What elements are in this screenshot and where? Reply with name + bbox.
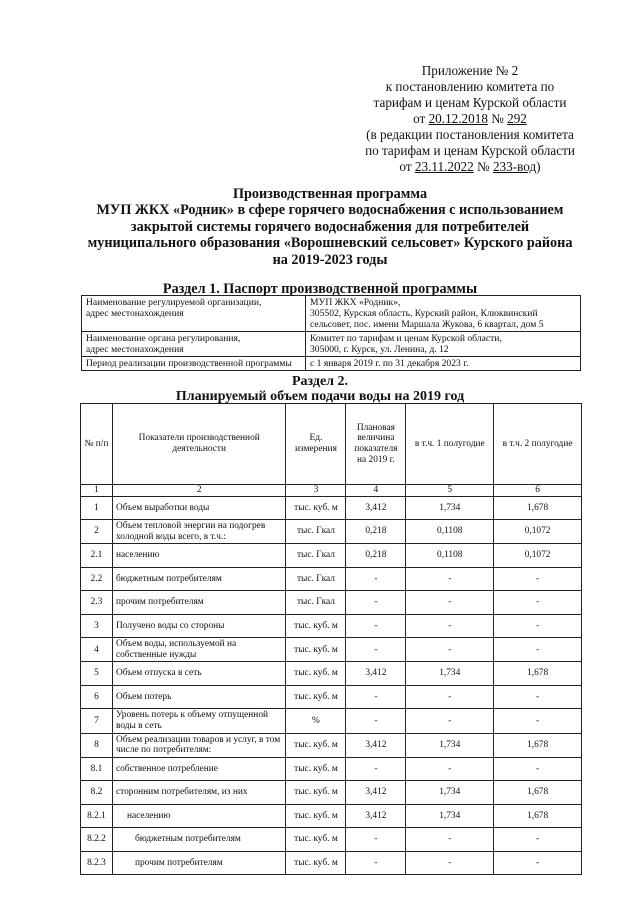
row-unit: тыс. куб. м bbox=[286, 733, 346, 757]
row-half1: 0,1108 bbox=[406, 520, 494, 544]
row-unit: тыс. куб. м bbox=[286, 614, 346, 638]
row-number: 2.3 bbox=[81, 591, 113, 615]
appendix-close: ) bbox=[536, 159, 541, 174]
row-half2: - bbox=[494, 638, 582, 662]
table-row bbox=[81, 781, 582, 805]
row-half2: 0,1072 bbox=[494, 520, 582, 544]
table-row bbox=[81, 804, 582, 828]
row-plan: - bbox=[346, 851, 406, 875]
title-line: Производственная программа bbox=[232, 186, 428, 202]
table-row bbox=[81, 709, 582, 733]
column-number: 6 bbox=[494, 485, 582, 497]
row-number: 3 bbox=[81, 614, 113, 638]
row-name: прочим потребителям bbox=[112, 851, 286, 875]
row-number: 1 bbox=[81, 496, 113, 520]
row-plan: 3,412 bbox=[346, 733, 406, 757]
row-half1: - bbox=[406, 685, 494, 709]
column-number: 1 bbox=[81, 485, 113, 497]
row-half2: - bbox=[494, 567, 582, 591]
row-unit: тыс. куб. м bbox=[286, 851, 346, 875]
row-number: 8.2.1 bbox=[81, 804, 113, 828]
row-half2: - bbox=[494, 757, 582, 781]
row-number: 2.1 bbox=[81, 544, 113, 568]
table-row bbox=[81, 685, 582, 709]
section1-heading: Раздел 1. Паспорт производственной программы bbox=[162, 281, 478, 297]
row-number: 5 bbox=[81, 662, 113, 686]
row-unit: тыс. куб. м bbox=[286, 685, 346, 709]
row-plan: 3,412 bbox=[346, 781, 406, 805]
passport-key: Период реализации производственной программы bbox=[82, 357, 306, 371]
title-line: на 2019-2023 годы bbox=[272, 251, 388, 268]
title-line: МУП ЖКХ «Родник» в сфере горячего водоснабжения с использованием bbox=[96, 202, 564, 219]
row-unit: тыс. куб. м bbox=[286, 757, 346, 781]
row-half2: - bbox=[494, 851, 582, 875]
table-row bbox=[82, 296, 581, 332]
row-plan: - bbox=[346, 614, 406, 638]
row-plan: - bbox=[346, 709, 406, 733]
table-row bbox=[82, 357, 581, 371]
water-volume-table bbox=[80, 403, 582, 875]
passport-value: с 1 января 2019 г. по 31 декабря 2023 г. bbox=[306, 357, 581, 371]
table-row bbox=[81, 614, 582, 638]
row-name: бюджетным потребителям bbox=[112, 828, 286, 852]
row-number: 2 bbox=[81, 520, 113, 544]
section2-heading-line1: Раздел 2. bbox=[291, 374, 349, 389]
row-number: 8.1 bbox=[81, 757, 113, 781]
row-number: 8.2.3 bbox=[81, 851, 113, 875]
document-title bbox=[70, 186, 590, 268]
column-number: 5 bbox=[406, 485, 494, 497]
row-number: 2.2 bbox=[81, 567, 113, 591]
row-half2: - bbox=[494, 709, 582, 733]
table-row bbox=[81, 591, 582, 615]
row-unit: тыс. Гкал bbox=[286, 591, 346, 615]
row-unit: тыс. куб. м bbox=[286, 662, 346, 686]
appendix-date-line bbox=[360, 159, 580, 175]
appendix-from: от bbox=[399, 159, 412, 174]
table-row bbox=[81, 662, 582, 686]
appendix-num-sign: № bbox=[477, 159, 490, 174]
appendix-number: 233-вод bbox=[492, 159, 537, 174]
row-half2: 1,678 bbox=[494, 804, 582, 828]
appendix-note bbox=[360, 63, 580, 175]
title-line: закрытой системы горячего водоснабжения для потребителей bbox=[130, 218, 530, 235]
header-num: № п/п bbox=[81, 404, 113, 485]
table-row bbox=[81, 733, 582, 757]
row-half2: 1,678 bbox=[494, 781, 582, 805]
row-name: Объем воды, используемой на собственные нужды bbox=[112, 638, 286, 662]
row-number: 7 bbox=[81, 709, 113, 733]
row-name: Объем потерь bbox=[112, 685, 286, 709]
row-plan: - bbox=[346, 567, 406, 591]
table-row bbox=[81, 520, 582, 544]
row-half1: 1,734 bbox=[406, 662, 494, 686]
appendix-num-sign: № bbox=[491, 111, 504, 126]
row-half1: - bbox=[406, 709, 494, 733]
table-row bbox=[81, 638, 582, 662]
row-plan: 0,218 bbox=[346, 544, 406, 568]
row-number: 8.2.2 bbox=[81, 828, 113, 852]
row-unit: тыс. Гкал bbox=[286, 567, 346, 591]
row-name: населению bbox=[112, 804, 286, 828]
header-half1: в т.ч. 1 полугодие bbox=[406, 404, 494, 485]
row-name: собственное потребление bbox=[112, 757, 286, 781]
row-half1: 1,734 bbox=[406, 496, 494, 520]
header-unit: Ед. измерения bbox=[286, 404, 346, 485]
header-name: Показатели производственной деятельности bbox=[112, 404, 286, 485]
appendix-line: (в редакции постановления комитета bbox=[366, 127, 574, 142]
row-unit: тыс. Гкал bbox=[286, 544, 346, 568]
row-half2: - bbox=[494, 614, 582, 638]
appendix-number: 292 bbox=[507, 111, 527, 126]
table-row bbox=[81, 851, 582, 875]
row-unit: тыс. куб. м bbox=[286, 781, 346, 805]
appendix-date: 23.11.2022 bbox=[414, 159, 474, 174]
row-half2: 1,678 bbox=[494, 733, 582, 757]
table-header-row bbox=[81, 404, 582, 485]
appendix-from: от bbox=[413, 111, 426, 126]
row-plan: 3,412 bbox=[346, 804, 406, 828]
row-half1: - bbox=[406, 567, 494, 591]
row-unit: тыс. куб. м bbox=[286, 828, 346, 852]
row-half1: 0,1108 bbox=[406, 544, 494, 568]
table-row bbox=[81, 828, 582, 852]
header-half2: в т.ч. 2 полугодие bbox=[494, 404, 582, 485]
row-half1: 1,734 bbox=[406, 781, 494, 805]
table-row bbox=[81, 757, 582, 781]
row-half1: 1,734 bbox=[406, 733, 494, 757]
row-half2: 1,678 bbox=[494, 496, 582, 520]
table-row bbox=[82, 332, 581, 357]
row-half1: 1,734 bbox=[406, 804, 494, 828]
row-half1: - bbox=[406, 614, 494, 638]
column-number: 3 bbox=[286, 485, 346, 497]
row-half1: - bbox=[406, 638, 494, 662]
row-unit: тыс. куб. м bbox=[286, 638, 346, 662]
row-plan: 0,218 bbox=[346, 520, 406, 544]
row-plan: - bbox=[346, 638, 406, 662]
appendix-date-line bbox=[360, 111, 580, 127]
row-half2: 0,1072 bbox=[494, 544, 582, 568]
row-plan: 3,412 bbox=[346, 662, 406, 686]
table-row bbox=[81, 567, 582, 591]
row-number: 8 bbox=[81, 733, 113, 757]
row-name: Объем реализации товаров и услуг, в том числе по потребителям: bbox=[112, 733, 286, 757]
row-name: Объем тепловой энергии на подогрев холодной воды всего, в т.ч.: bbox=[112, 520, 286, 544]
appendix-line: тарифам и ценам Курской области bbox=[373, 95, 567, 110]
row-plan: 3,412 bbox=[346, 496, 406, 520]
passport-table bbox=[81, 295, 581, 371]
row-half2: - bbox=[494, 685, 582, 709]
row-name: Объем выработки воды bbox=[112, 496, 286, 520]
row-half1: - bbox=[406, 828, 494, 852]
row-half1: - bbox=[406, 851, 494, 875]
row-unit: тыс. куб. м bbox=[286, 804, 346, 828]
title-line: муниципального образования «Ворошневский сельсовет» Курского района bbox=[87, 235, 573, 252]
row-plan: - bbox=[346, 591, 406, 615]
row-name: Уровень потерь к объему отпущенной воды в сеть bbox=[112, 709, 286, 733]
header-plan: Плановая величина показателя на 2019 г. bbox=[346, 404, 406, 485]
section2-heading-line2: Планируемый объем подачи воды на 2019 год bbox=[175, 389, 465, 404]
table-row bbox=[81, 544, 582, 568]
row-unit: % bbox=[286, 709, 346, 733]
column-number: 4 bbox=[346, 485, 406, 497]
row-plan: - bbox=[346, 828, 406, 852]
row-half1: - bbox=[406, 591, 494, 615]
row-unit: тыс. куб. м bbox=[286, 496, 346, 520]
column-numbers-row bbox=[81, 485, 582, 497]
row-unit: тыс. Гкал bbox=[286, 520, 346, 544]
row-plan: - bbox=[346, 757, 406, 781]
appendix-date: 20.12.2018 bbox=[428, 111, 488, 126]
appendix-line: Приложение № 2 bbox=[421, 63, 519, 78]
passport-value: МУП ЖКХ «Родник», 305502, Курская область, Курский район, Клюквинский сельсовет, пос. имени Маршала Жукова, 6 квартал, дом 5 bbox=[306, 296, 581, 332]
appendix-line: к постановлению комитета по bbox=[385, 79, 555, 94]
row-name: сторонним потребителям, из них bbox=[112, 781, 286, 805]
row-name: Объем отпуска в сеть bbox=[112, 662, 286, 686]
section2-heading bbox=[0, 374, 640, 404]
row-name: населению bbox=[112, 544, 286, 568]
passport-key: Наименование органа регулирования, адрес местонахождения bbox=[82, 332, 306, 357]
row-number: 6 bbox=[81, 685, 113, 709]
row-half1: - bbox=[406, 757, 494, 781]
appendix-line: по тарифам и ценам Курской области bbox=[365, 143, 575, 158]
table-row bbox=[81, 496, 582, 520]
row-name: Получено воды со стороны bbox=[112, 614, 286, 638]
row-name: прочим потребителям bbox=[112, 591, 286, 615]
row-half2: 1,678 bbox=[494, 662, 582, 686]
column-number: 2 bbox=[112, 485, 286, 497]
row-number: 4 bbox=[81, 638, 113, 662]
passport-value: Комитет по тарифам и ценам Курской области, 305000, г. Курск, ул. Ленина, д. 12 bbox=[306, 332, 581, 357]
row-half2: - bbox=[494, 828, 582, 852]
row-number: 8.2 bbox=[81, 781, 113, 805]
row-plan: - bbox=[346, 685, 406, 709]
row-name: бюджетным потребителям bbox=[112, 567, 286, 591]
passport-key: Наименование регулируемой организации, адрес местонахождения bbox=[82, 296, 306, 332]
row-half2: - bbox=[494, 591, 582, 615]
